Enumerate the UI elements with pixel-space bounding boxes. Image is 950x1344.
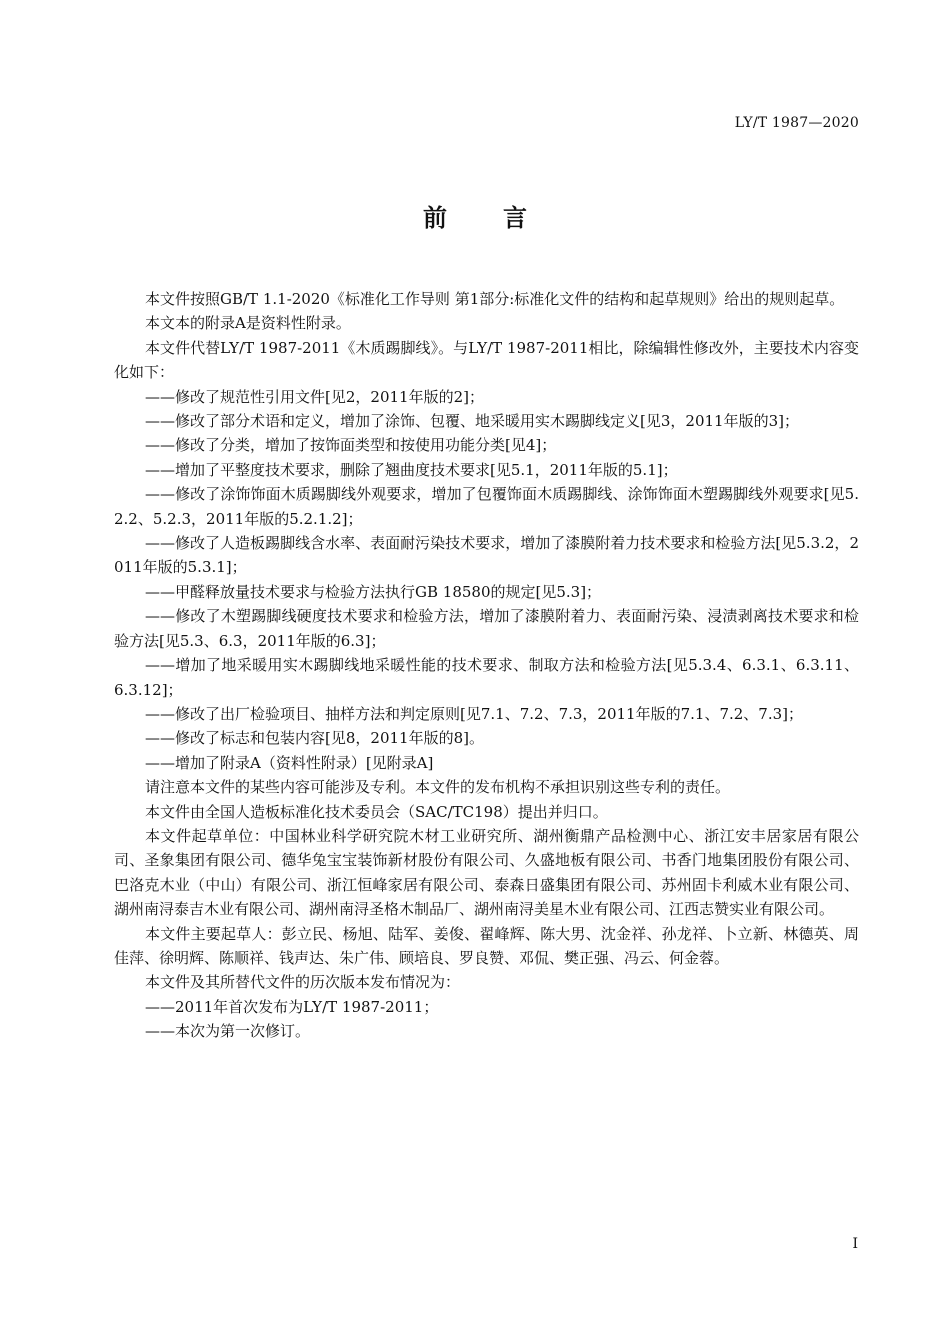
page-title [0,198,950,233]
paragraph: 请注意本文件的某些内容可能涉及专利。本文件的发布机构不承担识别这些专利的责任。 [145,778,731,797]
title-char-1: 前 [423,204,447,232]
document-body [114,287,859,1044]
list-item: ——修改了规范性引用文件[见2，2011年版的2]； [145,387,484,406]
list-item: ——修改了出厂检验项目、抽样方法和判定原则[见7.1、7.2、7.3，2011年版的7.1、7.2、7.3]； [145,704,804,723]
list-item: ——修改了部分术语和定义，增加了涂饰、包覆、地采暖用实木踢脚线定义[见3，2011年版的3]； [145,412,799,431]
title-char-2: 言 [503,204,527,232]
list-item: ——增加了附录A（资料性附录）[见附录A] [145,753,434,772]
page-number: I [852,1236,858,1252]
list-item: ——增加了地采暖用实木踢脚线地采暖性能的技术要求、制取方法和检验方法[见5.3.4、6.3.1、6.3.11、6.3.12]； [114,656,859,699]
paragraph: 本文件代替LY/T 1987-2011《木质踢脚线》。与LY/T 1987-2011相比，除编辑性修改外，主要技术内容变化如下： [114,338,859,382]
list-item: ——修改了分类，增加了按饰面类型和按使用功能分类[见4]； [145,436,557,455]
list-item: ——修改了人造板踢脚线含水率、表面耐污染技术要求，增加了漆膜附着力技术要求和检验方法[见5.3.2，2011年版的5.3.1]； [114,534,859,577]
list-item: ——增加了平整度技术要求，删除了翘曲度技术要求[见5.1，2011年版的5.1]； [145,460,678,479]
paragraph: 本文件起草单位：中国林业科学研究院木材工业研究所、湖州衡鼎产品检测中心、浙江安丰居家居有限公司、圣象集团有限公司、德华兔宝宝装饰新材股份有限公司、久盛地板有限公司、书香门地集团股份有限公司、巴洛克木业（中山）有限公司、浙江恒峰家居有限公司、泰森日盛集团有限公司、苏州固卡利威木业有限公司、湖州南浔泰吉木业有限公司、湖州南浔圣格木制品厂、湖州南浔美星木业有限公司、江西志赞实业有限公司。 [114,826,859,919]
list-item: ——甲醛释放量技术要求与检验方法执行GB 18580的规定[见5.3]； [145,582,602,601]
paragraph: 本文件主要起草人：彭立民、杨旭、陆军、姜俊、翟峰辉、陈大男、沈金祥、孙龙祥、卜立新、林德英、周佳萍、徐明辉、陈顺祥、钱声达、朱广伟、顾培良、罗良赞、邓侃、樊正强、冯云、何金蓉。 [114,924,859,967]
list-item: ——修改了涂饰饰面木质踢脚线外观要求，增加了包覆饰面木质踢脚线、涂饰饰面木塑踢脚线外观要求[见5.2.2、5.2.3，2011年版的5.2.1.2]； [114,485,859,528]
paragraph: 本文件由全国人造板标准化技术委员会（SAC/TC198）提出并归口。 [145,802,608,821]
paragraph: 本文件及其所替代文件的历次版本发布情况为： [145,973,461,992]
paragraph: 本文件按照GB/T 1.1-2020《标准化工作导则 第1部分:标准化文件的结构和起草规则》给出的规则起草。 [145,290,845,308]
list-item: ——2011年首次发布为LY/T 1987-2011； [145,997,439,1016]
list-item: ——修改了标志和包装内容[见8，2011年版的8]。 [145,729,484,748]
document-code: LY/T 1987—2020 [734,115,859,131]
list-item: ——本次为第一次修订。 [145,1022,311,1041]
list-item: ——修改了木塑踢脚线硬度技术要求和检验方法，增加了漆膜附着力、表面耐污染、浸渍剥离技术要求和检验方法[见5.3、6.3，2011年版的6.3]； [114,607,859,650]
paragraph: 本文本的附录A是资料性附录。 [145,314,351,333]
